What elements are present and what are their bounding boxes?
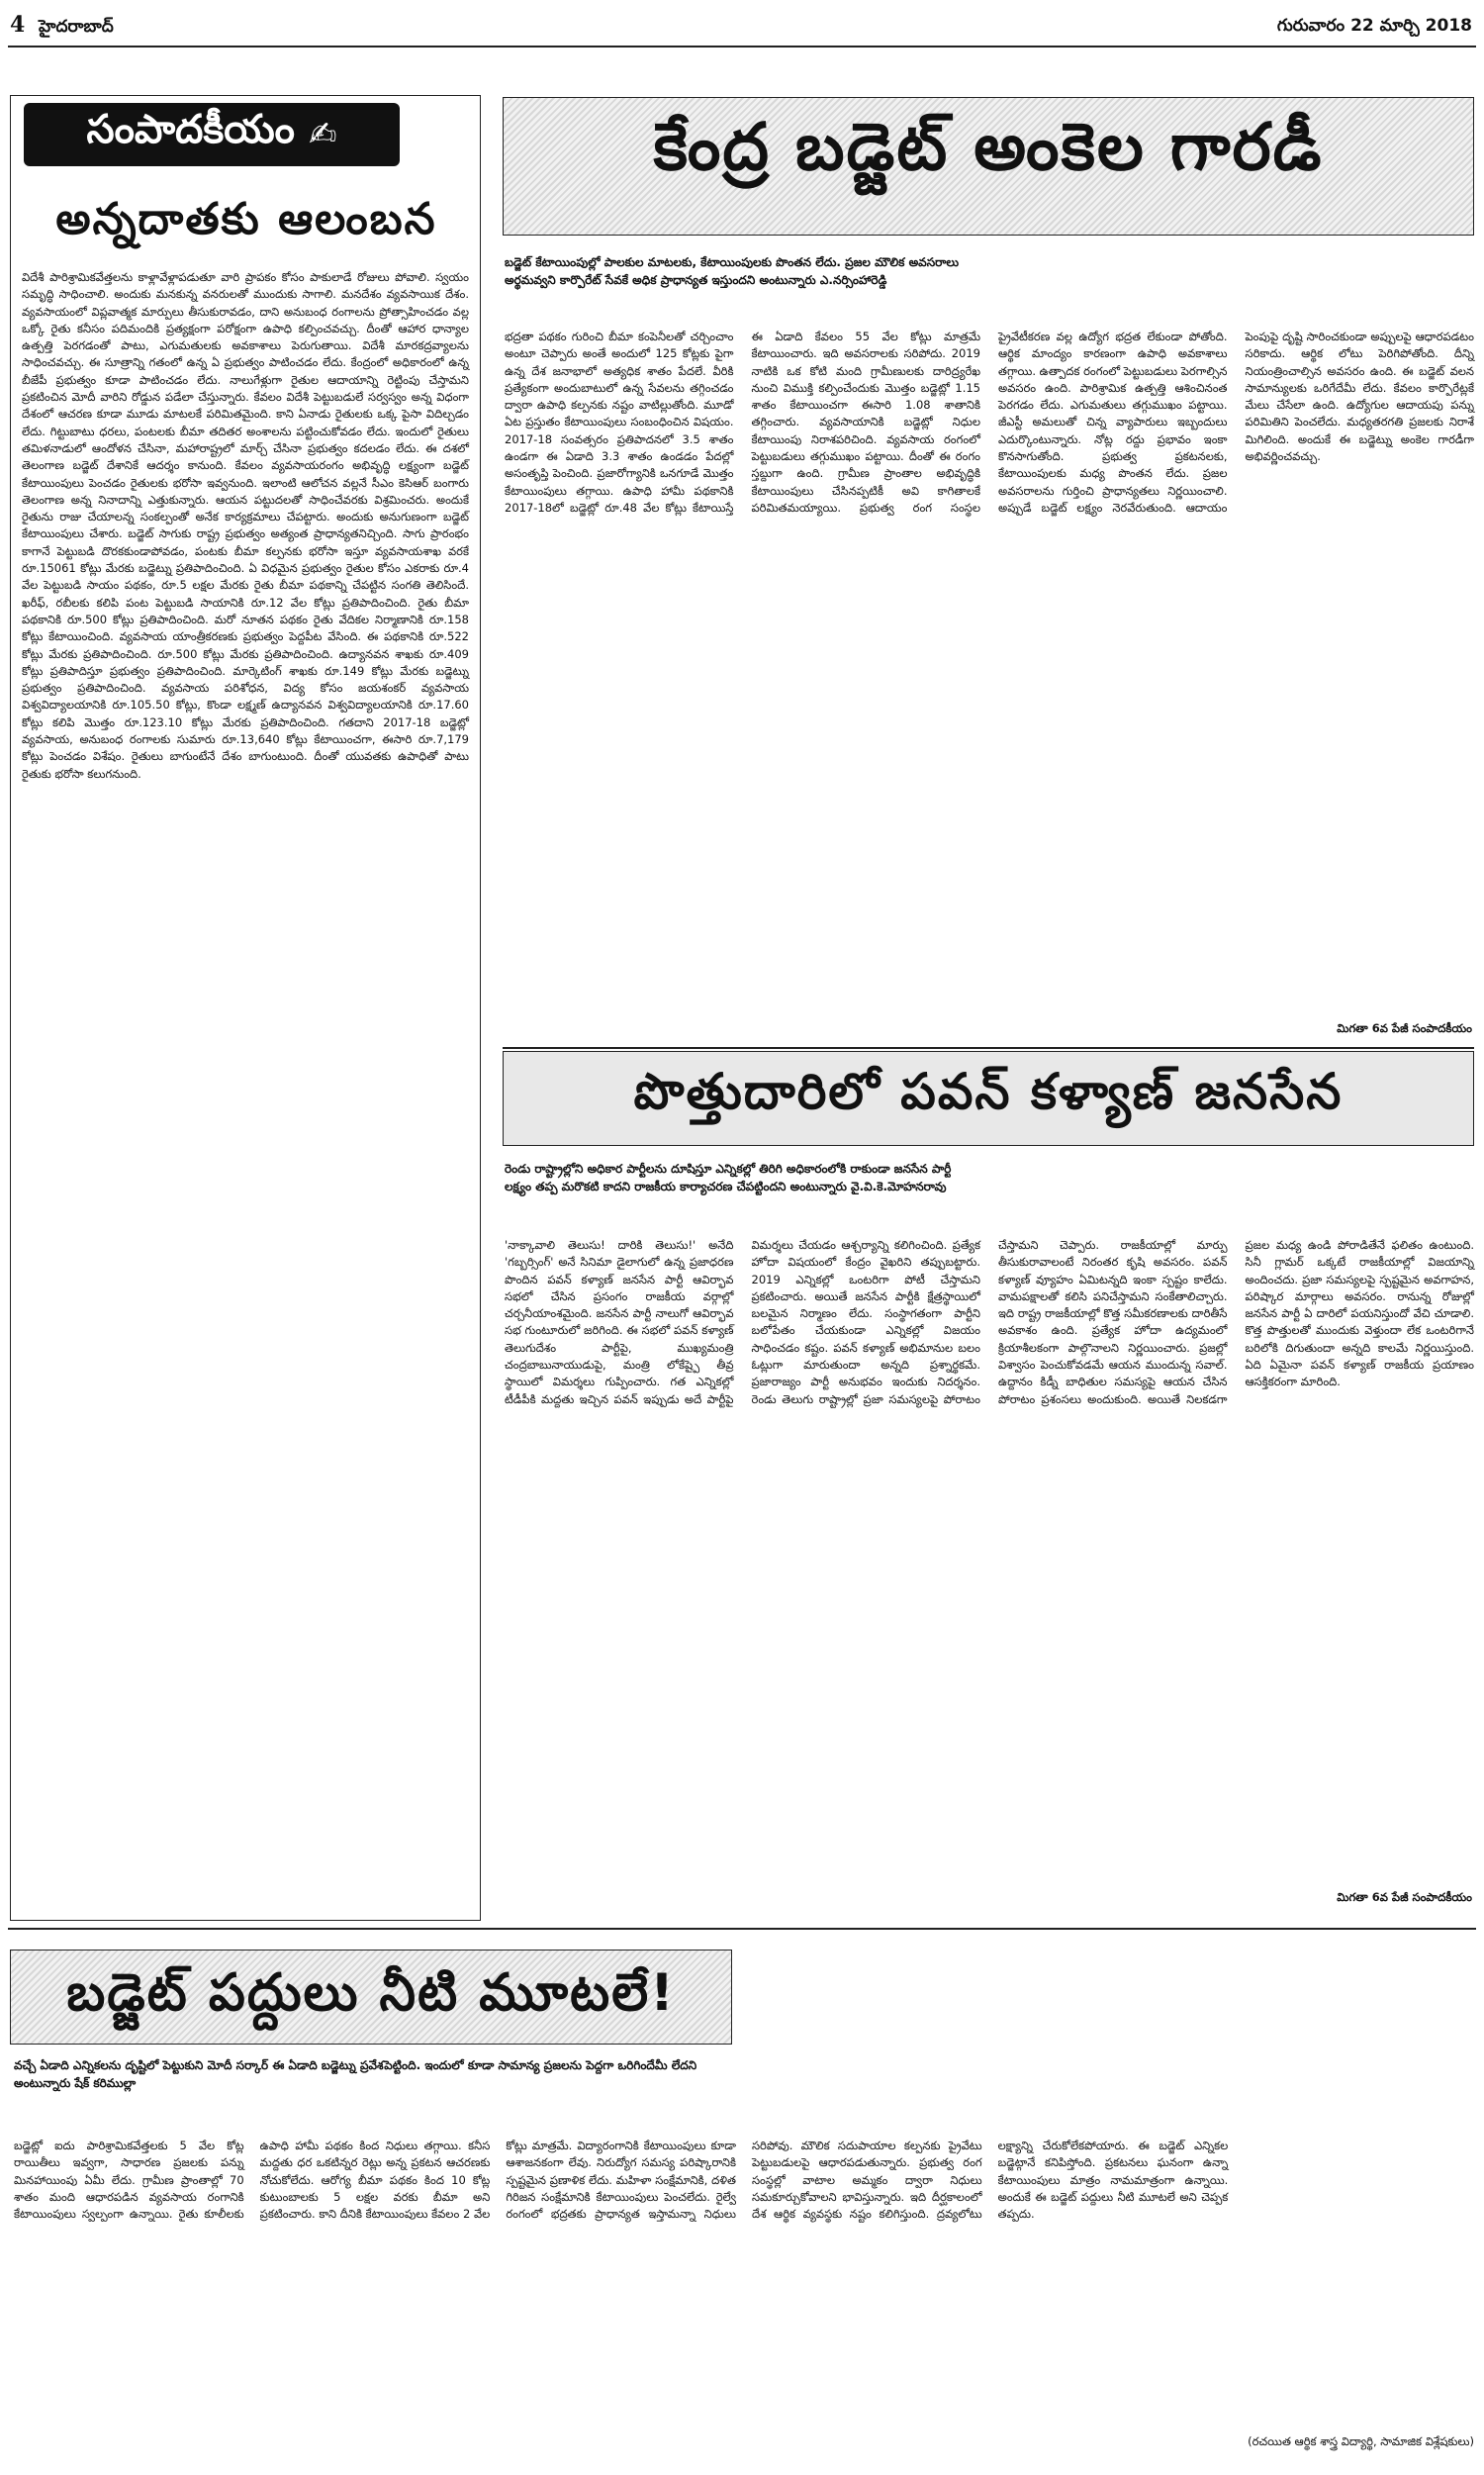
page-number-value: 4 bbox=[10, 12, 26, 38]
article2-headline: పొత్తుదారిలో పవన్ కళ్యాణ్ జనసేన bbox=[633, 1063, 1344, 1120]
article1-headline: కేంద్ర బడ్జెట్ అంకెల గారడీ bbox=[653, 109, 1324, 185]
article3-body: బడ్జెట్లో ఐదు పారిశ్రామికవేత్తలకు 5 వేల కోట్ల రాయితీలు ఇవ్వగా, సాధారణ ప్రజలకు పన్ను మినహాయింపు ఏమీ లేదు. గ్రామీణ ప్రాంతాల్లో 70 శాతం మంది ఆధారపడిన వ్యవసాయ రంగానికి కేటాయింపులు స్వల్పంగా ఉన్నాయి. రైతు కూలీలకు ఉపాధి హామీ పథకం కింద నిధులు తగ్గాయి. కనీస మద్దతు ధర ఒకటిన్నర రెట్లు అన్న ప్రకటన ఆచరణకు నోచుకోలేదు. ఆరోగ్య బీమా పథకం కింద 10 కోట్ల కుటుంబాలకు 5 లక్షల వరకు బీమా అని ప్రకటించారు. కాని దీనికి కేటాయింపులు కేవలం 2 వేల కోట్లు మాత్రమే. విద్యారంగానికి కేటాయింపులు కూడా ఆశాజనకంగా లేవు. నిరుద్యోగ సమస్య పరిష్కారానికి స్పష్టమైన ప్రణాళిక లేదు. మహిళా సంక్షేమానికి, దళిత గిరిజన సంక్షేమానికి కేటాయింపులు పెంచలేదు. రైల్వే రంగంలో భద్రతకు ప్రాధాన్యత ఇస్తామన్నా నిధులు సరిపోవు. మౌలిక సదుపాయాల కల్పనకు ప్రైవేటు పెట్టుబడులపై ఆధారపడుతున్నారు. ప్రభుత్వ రంగ సంస్థల్లో వాటాల అమ్మకం ద్వారా నిధులు సమకూర్చుకోవాలని భావిస్తున్నారు. ఇది దీర్ఘకాలంలో దేశ ఆర్థిక వ్యవస్థకు నష్టం కలిగిస్తుంది. ద్రవ్యలోటు లక్ష్యాన్ని చేరుకోలేకపోయారు. ఈ బడ్జెట్ ఎన్నికల బడ్జెట్గానే కనిపిస్తోంది. ప్రకటనలు ఘనంగా ఉన్నా కేటాయింపులు మాత్రం నామమాత్రంగా ఉన్నాయి. అందుకే ఈ బడ్జెట్ పద్దులు నీటి మూటలే అని చెప్పక తప్పదు. bbox=[14, 2139, 1232, 2222]
article2-lede: రెండు రాష్ట్రాల్లోని అధికార పార్టీలను దూషిస్తూ ఎన్నికల్లో తిరిగి అధికారంలోకి రాకుండా జనసేన పార్టీ లక్ష్యం తప్ప మరొకటి కాదని రాజకీయ కార్యాచరణ చేపట్టిందని అంటున్నారు వై.వి.కె.మోహనరావు bbox=[505, 1162, 952, 1193]
section-name: హైదరాబాద్ bbox=[38, 17, 114, 37]
issue-date: గురువారం 22 మార్చి 2018 bbox=[1276, 16, 1472, 36]
article2-body: 'నాక్కావాలి తెలుసు! దారికి తెలుసు!' అనేది 'గబ్బర్సింగ్' అనే సినిమా డైలాగులో ఉన్న ప్రజాధరణ పొందిన పవన్ కళ్యాణ్ జనసేన పార్టీ ఆవిర్భావ సభలో చేసిన ప్రసంగం రాజకీయ వర్గాల్లో చర్చనీయాంశమైంది. జనసేన పార్టీ నాలుగో ఆవిర్భావ సభ గుంటూరులో జరిగింది. ఈ సభలో పవన్ కళ్యాణ్ తెలుగుదేశం పార్టీపై, ముఖ్యమంత్రి చంద్రబాబునాయుడుపై, మంత్రి లోకేష్పై తీవ్ర స్థాయిలో విమర్శలు గుప్పించారు. గత ఎన్నికల్లో టీడీపీకి మద్దతు ఇచ్చిన పవన్ ఇప్పుడు అదే పార్టీపై విమర్శలు చేయడం ఆశ్చర్యాన్ని కలిగించింది. ప్రత్యేక హోదా విషయంలో కేంద్రం వైఖరిని తప్పుబట్టారు. 2019 ఎన్నికల్లో ఒంటరిగా పోటీ చేస్తామని ప్రకటించారు. అయితే జనసేన పార్టీకి క్షేత్రస్థాయిలో బలమైన నిర్మాణం లేదు. సంస్థాగతంగా పార్టీని బలోపేతం చేయకుండా ఎన్నికల్లో విజయం సాధించడం కష్టం. పవన్ కళ్యాణ్ అభిమానుల బలం ఓట్లుగా మారుతుందా అన్నది ప్రశ్నార్థకమే. ప్రజారాజ్యం పార్టీ అనుభవం ఇందుకు నిదర్శనం. రెండు తెలుగు రాష్ట్రాల్లో ప్రజా సమస్యలపై పోరాటం చేస్తామని చెప్పారు. రాజకీయాల్లో మార్పు తీసుకురావాలంటే నిరంతర కృషి అవసరం. పవన్ కళ్యాణ్ వ్యూహం ఏమిటన్నది ఇంకా స్పష్టం కాలేదు. వామపక్షాలతో కలిసి పనిచేస్తామని సంకేతాలిచ్చారు. ఇది రాష్ట్ర రాజకీయాల్లో కొత్త సమీకరణాలకు దారితీసే అవకాశం ఉంది. ప్రత్యేక హోదా ఉద్యమంలో క్రియాశీలకంగా పాల్గొనాలని నిర్ణయించారు. ప్రజల్లో విశ్వాసం పెంచుకోవడమే ఆయన ముందున్న సవాల్. ఉద్దానం కిడ్నీ బాధితుల సమస్యపై ఆయన చేసిన పోరాటం ప్రశంసలు అందుకుంది. అయితే నిలకడగా ప్రజల మధ్య ఉండి పోరాడితేనే ఫలితం ఉంటుంది. సినీ గ్లామర్ ఒక్కటే రాజకీయాల్లో విజయాన్ని అందించదు. ప్రజా సమస్యలపై స్పష్టమైన అవగాహన, పరిష్కార మార్గాలు అవసరం. రానున్న రోజుల్లో జనసేన పార్టీ ఏ దారిలో పయనిస్తుందో వేచి చూడాలి. కొత్త పొత్తులతో ముందుకు వెళ్తుందా లేక ఒంటరిగానే బరిలోకి దిగుతుందా అన్నది కాలమే నిర్ణయిస్తుంది. ఏది ఏమైనా పవన్ కళ్యాణ్ రాజకీయ ప్రయాణం ఆసక్తికరంగా మారింది. bbox=[505, 1238, 1478, 1406]
article2-byline: మిగతా 6వ పేజీ సంపాదకీయం bbox=[1337, 1890, 1472, 1904]
bottom-section-rule bbox=[8, 1928, 1476, 1930]
article3-headline: బడ్జెట్ పద్దులు నీటి మూటలే! bbox=[66, 1963, 676, 2023]
editorial-headline: అన్నదాతకు ఆలంబన bbox=[55, 194, 437, 244]
article3-lede: వచ్చే ఏడాది ఎన్నికలను దృష్టిలో పెట్టుకుని మోదీ సర్కార్ ఈ ఏడాది బడ్జెట్ను ప్రవేశపెట్టింది. ఇందులో కూడా సామాన్య ప్రజలను పెద్దగా ఒరిగిందేమీ లేదని అంటున్నారు షేక్ కరిముల్లా bbox=[14, 2058, 697, 2090]
article1-byline: మిగతా 6వ పేజీ సంపాదకీయం bbox=[1337, 1021, 1472, 1035]
editorial-body: విదేశీ పారిశ్రామికవేత్తలను కాళ్లావేళ్లాపడుతూ వారి ప్రాపకం కోసం పాకులాడే రోజులు పోవాలి. స్వయం సమృద్ధి సాధించాలి. అందుకు మనకున్న వనరులతో ముందుకు సాగాలి. మనదేశం వ్యవసాయిక దేశం. వ్యవసాయంలో విప్లవాత్మక మార్పులు తీసుకురావడం, దాని అనుబంధ రంగాలను ప్రోత్సాహించడం వల్ల ఒక్కో రైతు కనీసం పదిమందికి ప్రత్యక్షంగా పరోక్షంగా ఉపాధి కల్పించవచ్చు. దీంతో ఆహార ధాన్యాల ఉత్పత్తి పెరగడంతో పాటు, ఎగుమతులకు అవకాశాలు పెరుగుతాయి. విదేశీ మారకద్రవ్యాలను సాధించవచ్చు. ఈ సూత్రాన్ని గతంలో ఉన్న ఏ ప్రభుత్వం పాటించడం లేదు. కేంద్రంలో అధికారంలో ఉన్న బీజేపీ ప్రభుత్వం కూడా పాటించడం లేదు. నాలుగేళ్లుగా రైతుల ఆదాయాన్ని రెట్టింపు చేస్తామని ప్రకటించిన మోదీ వారిని రోడ్డున పడేలా చేస్తున్నారు. కేవలం విదేశీ పెట్టుబడులే సర్వస్వం అన్న విధంగా దేశంలో ఆచరణ కూడా మూడు మాటలకే పరిమితమైంది. కాని ఏనాడు రైతులకు ఒక్క పైసా విదిల్చడం లేదు. గిట్టుబాటు ధరలు, పంటలకు బీమా తదితర అంశాలను పట్టించుకోవడం లేదు. ఇందులో రైతులు తమిళనాడులో ఆందోళన చేసినా, మహారాష్ట్రలో మార్చ్ చేసినా ప్రభుత్వం కదలడం లేదు. ఈ దశలో తెలంగాణ బడ్జెట్ దేశానికే ఆదర్శం కానుంది. కేవలం వ్యవసాయరంగం అభివృద్ధి లక్ష్యంగా బడ్జెట్ కేటాయింపులు పెంచడం రైతులకు భరోసా ఇవ్వనుంది. ఇలాంటి ఆలోచన వల్లనే సీఎం కెసిఆర్ బంగారు తెలంగాణ అన్న నినాదాన్ని ఎత్తుకున్నారు. ఆయన పట్టుదలతో సాధించేవరకు విశ్రమించరు. అందుకే రైతును రాజు చేయాలన్న సంకల్పంతో అనేక కార్యక్రమాలు చేపట్టారు. అందుకు అనుగుణంగా బడ్జెట్ కేటాయింపులు చేశారు. బడ్జెట్ సాగుకు రాష్ట్ర ప్రభుత్వం అత్యంత ప్రాధాన్యతనిచ్చింది. సాగు ప్రారంభం కాగానే పెట్టుబడి దొరకకుండాపోవడం, పంటకు బీమా కల్పనకు భరోసా ఇస్తూ వ్యవసాయశాఖ వరకే రూ.15061 కోట్లు మేరకు బడ్జెట్ను ప్రతిపాదించింది. ఏ విధమైన ప్రభుత్వం రైతుల కోసం ఎకరాకు రూ.4 వేల పెట్టుబడి సాయం పథకం, రూ.5 లక్షల మేరకు రైతు బీమా పథకాన్ని చేపట్టిన సంగతి తెలిసిందే. ఖరీఫ్, రబీలకు కలిపి పంట పెట్టుబడి సాయానికి రూ.12 వేల కోట్లు ప్రతిపాదించింది. రైతు బీమా పథకానికి రూ.500 కోట్లు ప్రతిపాదించింది. మరో నూతన పథకం రైతు వేదికల నిర్మాణానికి రూ.158 కోట్లు కేటాయించింది. వ్యవసాయ యాంత్రీకరణకు ప్రభుత్వం పెద్దపీట వేసింది. ఈ పథకానికి రూ.522 కోట్లు మేరకు ప్రతిపాదించింది. రూ.500 కోట్లు మేరకు ప్రతిపాదించింది. ఉద్యానవన శాఖకు రూ.409 కోట్లు ప్రతిపాదిస్తూ ప్రభుత్వం ప్రతిపాదించింది. మార్కెటింగ్ శాఖకు రూ.149 కోట్లు మేరకు బడ్జెట్ను ప్రభుత్వం ప్రతిపాదించింది. వ్యవసాయ పరిశోధన, విద్య కోసం జయశంకర్ వ్యవసాయ విశ్వవిద్యాలయానికి రూ.105.50 కోట్లు, కొండా లక్ష్మణ్ ఉద్యానవన విశ్వవిద్యాలయానికి రూ.17.60 కోట్లు కలిపి మొత్తం రూ.123.10 కోట్లు మేరకు ప్రతిపాదించింది. గతదాని 2017-18 బడ్జెట్లో వ్యవసాయ, అనుబంధ రంగాలకు సుమారు రూ.13,640 కోట్లు కేటాయించగా, ఈసారి రూ.7,179 కోట్లు పెంచడం విశేషం. రైతులు బాగుంటేనే దేశం బాగుంటుంది. దీంతో యువతకు ఉపాధితో పాటు రైతుకు భరోసా కలుగనుంది. bbox=[22, 270, 473, 781]
article3-byline: (రచయిత ఆర్థిక శాస్త్ర విద్యార్థి, సామాజిక విశ్లేషకులు) bbox=[1248, 2434, 1474, 2448]
article1-lede: బడ్జెట్ కేటాయింపుల్లో పాలకుల మాటలకు, కేటాయింపులకు పొంతన లేదు. ప్రజల మౌలిక అవసరాలు అర్థమవ్వని కార్పొరేట్ సేవకే అధిక ప్రాధాన్యత ఇస్తుందని అంటున్నారు ఎ.నర్సింహారెడ్డి bbox=[505, 255, 960, 287]
article1-body: భద్రతా పథకం గురించి బీమా కంపెనీలతో చర్చించాం అంటూ చెప్పారు అంతే అందులో 125 కోట్లకు పైగా ఉన్న దేశ జనాభాలో అత్యధిక శాతం పేదలే. వీరికి ప్రత్యేకంగా అందుబాటులో ఉన్న సేవలను తగ్గించడం ద్వారా ఉపాధి కల్పనకు నష్టం వాటిల్లుతోంది. మూడో ఏట ప్రస్తుతం కేటాయింపులు సంబంధించిన విషయం. 2017-18 సంవత్సరం ప్రతిపాదనలో 3.5 శాతం ఉండగా ఈ ఏడాది 3.3 శాతం ఉండడం పేదల్లో అసంతృప్తి పెంచింది. ప్రజారోగ్యానికి ఒనగూడే మొత్తం కేటాయింపులు తగ్గాయి. ఉపాధి హామీ పథకానికి 2017-18లో బడ్జెట్లో రూ.48 వేల కోట్లు కేటాయిస్తే ఈ ఏడాది కేవలం 55 వేల కోట్లు మాత్రమే కేటాయించారు. ఇది అవసరాలకు సరిపోదు. 2019 నాటికి ఒక కోటి మంది గ్రామీణులకు దారిద్ర్యరేఖ నుంచి విముక్తి కల్పించేందుకు మొత్తం బడ్జెట్లో 1.15 శాతం కేటాయించగా ఈసారి 1.08 శాతానికి తగ్గించారు. వ్యవసాయానికి బడ్జెట్లో నిధుల కేటాయింపు నిరాశపరిచింది. వ్యవసాయ రంగంలో పెట్టుబడులు తగ్గుముఖం పట్టాయి. దీంతో ఈ రంగం స్తబ్దుగా ఉంది. గ్రామీణ ప్రాంతాల అభివృద్ధికి కేటాయింపులు చేసినప్పటికీ అవి కాగితాలకే పరిమితమయ్యాయి. ప్రభుత్వ రంగ సంస్థల ప్రైవేటీకరణ వల్ల ఉద్యోగ భద్రత లేకుండా పోతోంది. ఆర్థిక మాంద్యం కారణంగా ఉపాధి అవకాశాలు తగ్గాయి. ఉత్పాదక రంగంలో పెట్టుబడులు పెరగాల్సిన అవసరం ఉంది. పారిశ్రామిక ఉత్పత్తి ఆశించినంత పెరగడం లేదు. ఎగుమతులు తగ్గుముఖం పట్టాయి. జీఎస్టీ అమలుతో చిన్న వ్యాపారులు ఇబ్బందులు ఎదుర్కొంటున్నారు. నోట్ల రద్దు ప్రభావం ఇంకా కొనసాగుతోంది. ప్రభుత్వ ప్రకటనలకు, కేటాయింపులకు మధ్య పొంతన లేదు. ప్రజల అవసరాలను గుర్తించి ప్రాధాన్యతలు నిర్ణయించాలి. అప్పుడే బడ్జెట్ లక్ష్యం నెరవేరుతుంది. ఆదాయం పెంపుపై దృష్టి సారించకుండా అప్పులపై ఆధారపడటం సరికాదు. ఆర్థిక లోటు పెరిగిపోతోంది. దీన్ని నియంత్రించాల్సిన అవసరం ఉంది. ఈ బడ్జెట్ వలన సామాన్యులకు ఒరిగేదేమీ లేదు. కేవలం కార్పొరేట్లకే మేలు చేసేలా ఉంది. ఉద్యోగుల ఆదాయపు పన్ను పరిమితిని పెంచలేదు. మధ్యతరగతి ప్రజలకు నిరాశే మిగిలింది. అందుకే ఈ బడ్జెట్ను అంకెల గారడీగా అభివర్ణించవచ్చు. bbox=[505, 330, 1478, 515]
editorial-label bbox=[24, 103, 400, 166]
header-rule bbox=[8, 46, 1476, 48]
editorial-label-text: సంపాదకీయం bbox=[86, 107, 295, 152]
pen-icon: ✍ bbox=[308, 115, 337, 154]
article1-rule bbox=[503, 1047, 1474, 1049]
page-number bbox=[10, 12, 114, 41]
